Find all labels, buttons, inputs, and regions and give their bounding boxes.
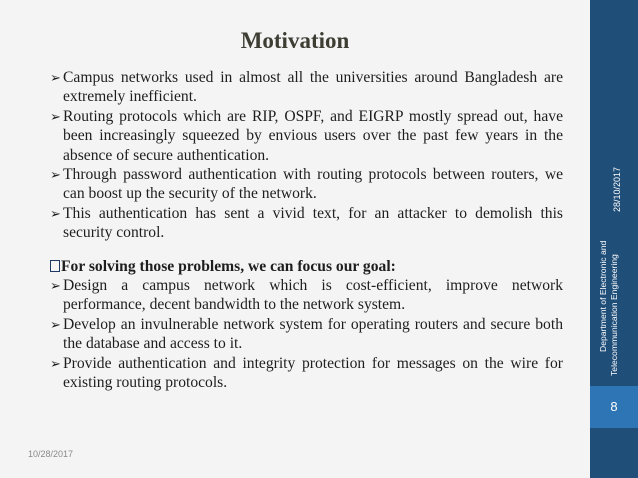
arrowhead-bullet-icon: ➢ bbox=[50, 316, 61, 332]
arrowhead-bullet-icon: ➢ bbox=[50, 205, 61, 221]
goal-heading bbox=[50, 257, 563, 276]
bullet-item bbox=[50, 276, 563, 315]
bullet-item bbox=[50, 68, 563, 107]
bullet-text: Routing protocols which are RIP, OSPF, and EIGRP mostly spread out, have been increasingly squeezed by envious users over the past few years in the absence of secure authentication. bbox=[63, 107, 563, 164]
arrowhead-bullet-icon: ➢ bbox=[50, 167, 61, 183]
bullet-item bbox=[50, 165, 563, 204]
arrowhead-bullet-icon: ➢ bbox=[50, 108, 61, 124]
sidebar-date: 28/10/2017 bbox=[612, 166, 622, 212]
bullet-item bbox=[50, 315, 563, 354]
bullet-item bbox=[50, 354, 563, 393]
bullet-text: Design a campus network which is cost-efficient, improve network performance, decent bandwidth to the network system. bbox=[63, 277, 563, 314]
sidebar-department-line1: Department of Electronic and bbox=[598, 240, 608, 352]
arrowhead-bullet-icon: ➢ bbox=[50, 355, 61, 371]
bullet-text: Through password authentication with routing protocols between routers, we can boost up the security of the network. bbox=[63, 166, 563, 203]
bullet-text: Campus networks used in almost all the universities around Bangladesh are extremely inefficient. bbox=[63, 69, 563, 106]
bullet-item bbox=[50, 107, 563, 165]
footer-date: 10/28/2017 bbox=[28, 449, 74, 459]
page-number: 8 bbox=[590, 386, 638, 428]
bullet-item bbox=[50, 204, 563, 243]
checkbox-bullet-icon bbox=[50, 260, 60, 272]
bullet-text: This authentication has sent a vivid text, for an attacker to demolish this security control. bbox=[63, 204, 563, 242]
slide-content bbox=[50, 68, 563, 393]
goal-heading-text: For solving those problems, we can focus our goal: bbox=[61, 257, 396, 275]
arrowhead-bullet-icon: ➢ bbox=[50, 278, 61, 294]
slide-title: Motivation bbox=[240, 28, 350, 53]
bullet-text: Develop an invulnerable network system for operating routers and secure both the database and access to it. bbox=[63, 315, 563, 353]
bullet-text: Provide authentication and integrity protection for messages on the wire for existing routing protocols. bbox=[63, 354, 563, 392]
arrowhead-bullet-icon: ➢ bbox=[50, 70, 61, 85]
sidebar-department-line2: Telecommunication Engineering bbox=[609, 254, 619, 376]
